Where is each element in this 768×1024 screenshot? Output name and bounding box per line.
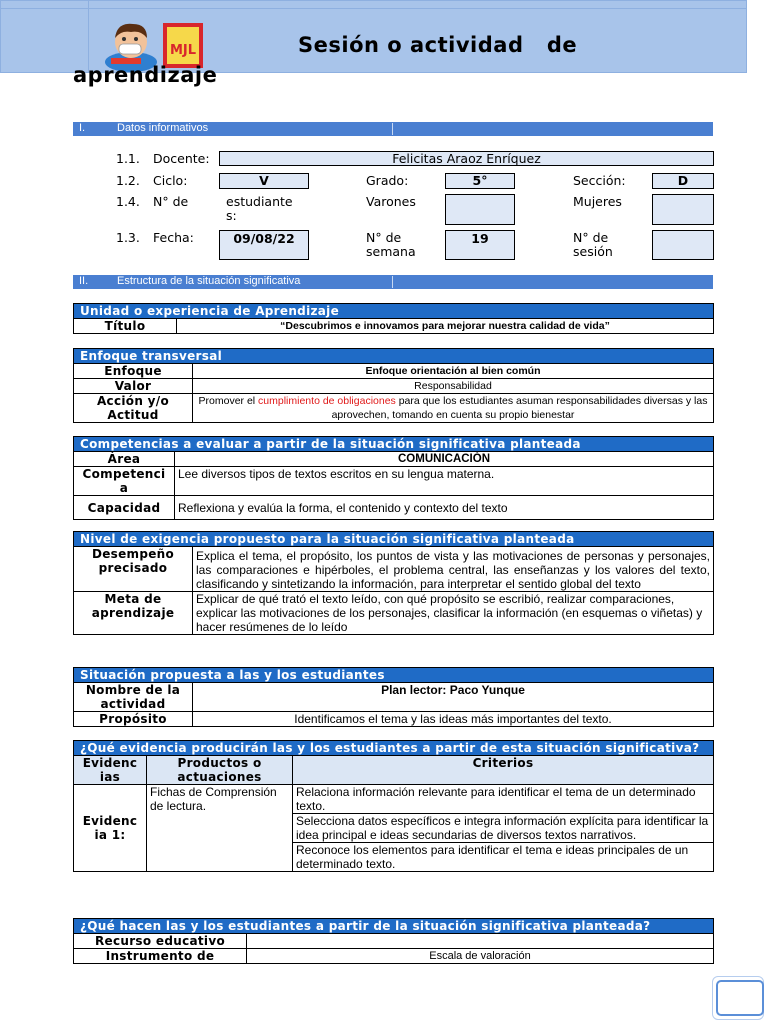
enfoque-table <box>73 348 714 423</box>
section-bar-split <box>392 276 393 288</box>
svg-text:MJL: MJL <box>169 43 197 58</box>
evidencia-header: ¿Qué evidencia producirán las y los estudiantes a partir de esta situación significativa? <box>74 741 714 756</box>
desempeno-value: Explica el tema, el propósito, los puntos de vista y las motivaciones de personas y personajes, las comparaciones e hipérboles, el problema central, las enseñanzas y los valores del texto, clasificando y sintetizando la información, para interpretar el sentido global del texto <box>193 547 714 592</box>
accion-text-highlight: cumplimiento de obligaciones <box>258 395 396 407</box>
page-title-continued: aprendizaje <box>73 63 218 87</box>
nombre-actividad-value: Plan lector: Paco Yunque <box>193 683 714 712</box>
ciclo-field[interactable]: V <box>219 173 309 189</box>
desempeno-label-line1: Desempeño <box>91 547 175 561</box>
ev-line2: ia 1: <box>94 828 126 842</box>
grado-field[interactable]: 5° <box>445 173 515 189</box>
competencias-header: Competencias a evaluar a partir de la situación significativa planteada <box>74 437 714 452</box>
competencia-label <box>74 467 175 496</box>
seccion-field[interactable]: D <box>652 173 714 189</box>
estudiantes-label-cont: estudiante <box>226 194 293 209</box>
situacion-header: Situación propuesta a las y los estudiantes <box>74 668 714 683</box>
estudiantes-number: 1.4. <box>116 194 140 209</box>
nombre-label-line1: Nombre de la <box>85 683 181 697</box>
criterios-col-header: Criterios <box>293 756 714 785</box>
hacen-table <box>73 918 714 964</box>
accion-text-start: Promover el <box>198 395 259 407</box>
fecha-number: 1.3. <box>116 230 140 245</box>
estudiantes-label-end: s: <box>226 208 237 223</box>
header-divider <box>0 8 747 9</box>
producto-value: Fichas de Comprensión de lectura. <box>147 785 293 872</box>
titulo-value: “Descubrimos e innovamos para mejorar nuestra calidad de vida” <box>177 319 714 334</box>
criterio-3: Reconoce los elementos para identificar el tema e ideas principales de un determinado texto. <box>293 843 714 872</box>
hacen-header: ¿Qué hacen las y los estudiantes a partir de la situación significativa planteada? <box>74 919 714 934</box>
docente-field[interactable]: Felicitas Araoz Enríquez <box>219 151 714 166</box>
desempeno-label <box>74 547 193 592</box>
fecha-label: Fecha: <box>153 230 194 245</box>
nivel-header: Nivel de exigencia propuesto para la situación significativa planteada <box>74 532 714 547</box>
varones-label: Varones <box>366 194 416 209</box>
area-value: COMUNICACIÓN <box>175 452 714 467</box>
nombre-actividad-label <box>74 683 193 712</box>
accion-label-line1: Acción y/o <box>96 394 170 408</box>
accion-value <box>193 394 714 423</box>
competencia-label-line2: a <box>119 481 129 495</box>
nivel-table <box>73 531 714 635</box>
unidad-header: Unidad o experiencia de Aprendizaje <box>74 304 714 319</box>
accion-text-end: para que los estudiantes asuman responsabilidades diversas y las aprovechen, tomando en cuenta su propio bienestar <box>331 395 708 421</box>
seccion-label: Sección: <box>573 173 626 188</box>
estudiantes-label: N° de <box>153 194 189 209</box>
grado-label: Grado: <box>366 173 409 188</box>
section-label: Estructura de la situación significativa <box>117 275 301 287</box>
enfoque-value: Enfoque orientación al bien común <box>193 364 714 379</box>
accion-label-line2: Actitud <box>107 408 159 422</box>
ciclo-label: Ciclo: <box>153 173 188 188</box>
page-title: Sesión o actividad de <box>298 33 578 57</box>
valor-value: Responsabilidad <box>193 379 714 394</box>
section-number: I. <box>79 122 86 134</box>
competencias-table <box>73 436 714 520</box>
sesion-label-cont: sesión <box>573 244 613 259</box>
accion-label <box>74 394 193 423</box>
sesion-label: N° de <box>573 230 609 245</box>
semana-label-cont: semana <box>366 244 416 259</box>
capacidad-value: Reflexiona y evalúa la forma, el contenido y contexto del texto <box>175 496 714 520</box>
proposito-value: Identificamos el tema y las ideas más importantes del texto. <box>193 712 714 727</box>
evidencias-col-header <box>74 756 147 785</box>
enfoque-header: Enfoque transversal <box>74 349 714 364</box>
productos-col-header <box>147 756 293 785</box>
recurso-label: Recurso educativo <box>74 934 247 949</box>
instrumento-label: Instrumento de <box>74 949 247 964</box>
evidencia-table <box>73 740 714 872</box>
mujeres-field[interactable] <box>652 194 714 225</box>
meta-value: Explicar de qué trató el texto leído, con qué propósito se escribió, realizar comparaciones, explicar las motivaciones de los personajes, clasificar la información (en esquemas o viñetas) y hacer resúmenes de lo leído <box>193 592 714 635</box>
docente-number: 1.1. <box>116 151 140 166</box>
desempeno-label-line2: precisado <box>98 561 168 575</box>
valor-label: Valor <box>74 379 193 394</box>
area-label: Área <box>74 452 175 467</box>
varones-field[interactable] <box>445 194 515 225</box>
col2-line1: Productos o <box>177 756 262 770</box>
meta-label <box>74 592 193 635</box>
section-bar-estructura <box>73 275 713 289</box>
ciclo-number: 1.2. <box>116 173 140 188</box>
competencia-label-line1: Competenci <box>82 467 166 481</box>
criterio-1: Relaciona información relevante para identificar el tema de un determinado texto. <box>293 785 714 814</box>
docente-label: Docente: <box>153 151 210 166</box>
fecha-field[interactable]: 09/08/22 <box>219 230 309 260</box>
col2-line2: actuaciones <box>177 770 262 784</box>
capacidad-label: Capacidad <box>74 496 175 520</box>
evidencia-1-label <box>74 785 147 872</box>
nombre-label-line2: actividad <box>100 697 166 711</box>
ev-line1: Evidenc <box>82 814 138 828</box>
meta-label-line2: aprendizaje <box>91 606 175 620</box>
titulo-label: Título <box>74 319 177 334</box>
section-number: II. <box>79 275 89 287</box>
mujeres-label: Mujeres <box>573 194 622 209</box>
section-bar-split <box>392 123 393 135</box>
competencia-value: Lee diversos tipos de textos escritos en su lengua materna. <box>175 467 714 496</box>
proposito-label: Propósito <box>74 712 193 727</box>
section-label: Datos informativos <box>117 122 209 134</box>
col1-line2: ias <box>99 770 121 784</box>
enfoque-label: Enfoque <box>74 364 193 379</box>
criterio-2: Selecciona datos específicos e integra información explícita para identificar la idea principal e ideas secundarias de diversos textos narrativos. <box>293 814 714 843</box>
semana-field[interactable]: 19 <box>445 230 515 260</box>
unidad-table <box>73 303 714 334</box>
situacion-table <box>73 667 714 727</box>
page-thumbnail-button[interactable] <box>716 980 764 1016</box>
recurso-value <box>247 934 714 949</box>
section-bar-datos <box>73 122 713 136</box>
meta-label-line1: Meta de <box>104 592 162 606</box>
col1-line1: Evidenc <box>82 756 138 770</box>
instrumento-value: Escala de valoración <box>247 949 714 964</box>
semana-label: N° de <box>366 230 402 245</box>
sesion-field[interactable] <box>652 230 714 260</box>
